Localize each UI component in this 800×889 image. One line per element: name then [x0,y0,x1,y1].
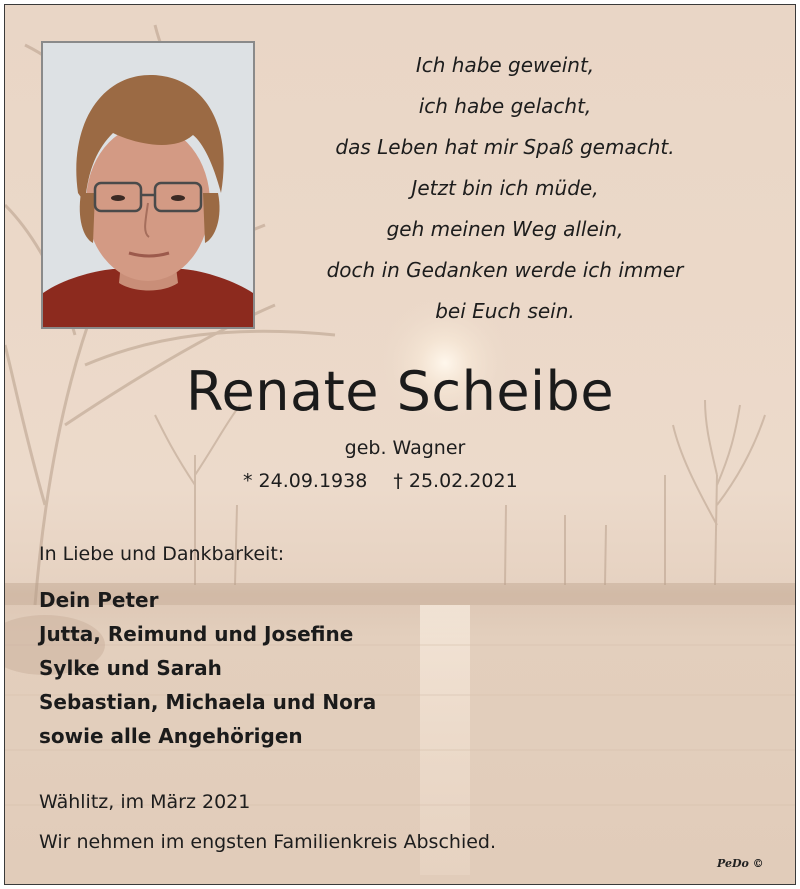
death-date: † 25.02.2021 [393,470,518,492]
birth-date: * 24.09.1938 [243,470,368,492]
mourners-intro: In Liebe und Dankbarkeit: [39,543,285,565]
poem-line: bei Euch sein. [435,299,575,323]
obituary-card [4,4,796,885]
portrait-photo [41,41,255,329]
portrait-image [43,43,253,327]
poem-line: das Leben hat mir Spaß gemacht. [335,135,675,159]
mourner-line: Sebastian, Michaela und Nora [39,690,377,714]
poem-line: Ich habe geweint, [415,53,595,77]
mourner-line: Jutta, Reimund und Josefine [39,622,354,646]
poem-line: Jetzt bin ich müde, [411,176,599,200]
poem-line: ich habe gelacht, [418,94,592,118]
poem-line: geh meinen Weg allein, [386,217,624,241]
poem [285,45,725,332]
mourners-list [39,583,376,753]
deceased-name: Renate Scheibe [185,360,615,423]
maiden-name: geb. Wagner [344,437,466,459]
place-date: Wählitz, im März 2021 [39,791,251,813]
mourner-line: Dein Peter [39,588,159,612]
mourner-line: Sylke und Sarah [39,656,222,680]
designer-signature: PeDo © [717,857,764,870]
mourner-line: sowie alle Angehörigen [39,724,303,748]
life-dates [243,470,544,492]
poem-line: doch in Gedanken werde ich immer [326,258,684,282]
farewell-note: Wir nehmen im engsten Familienkreis Abschied. [39,831,497,853]
